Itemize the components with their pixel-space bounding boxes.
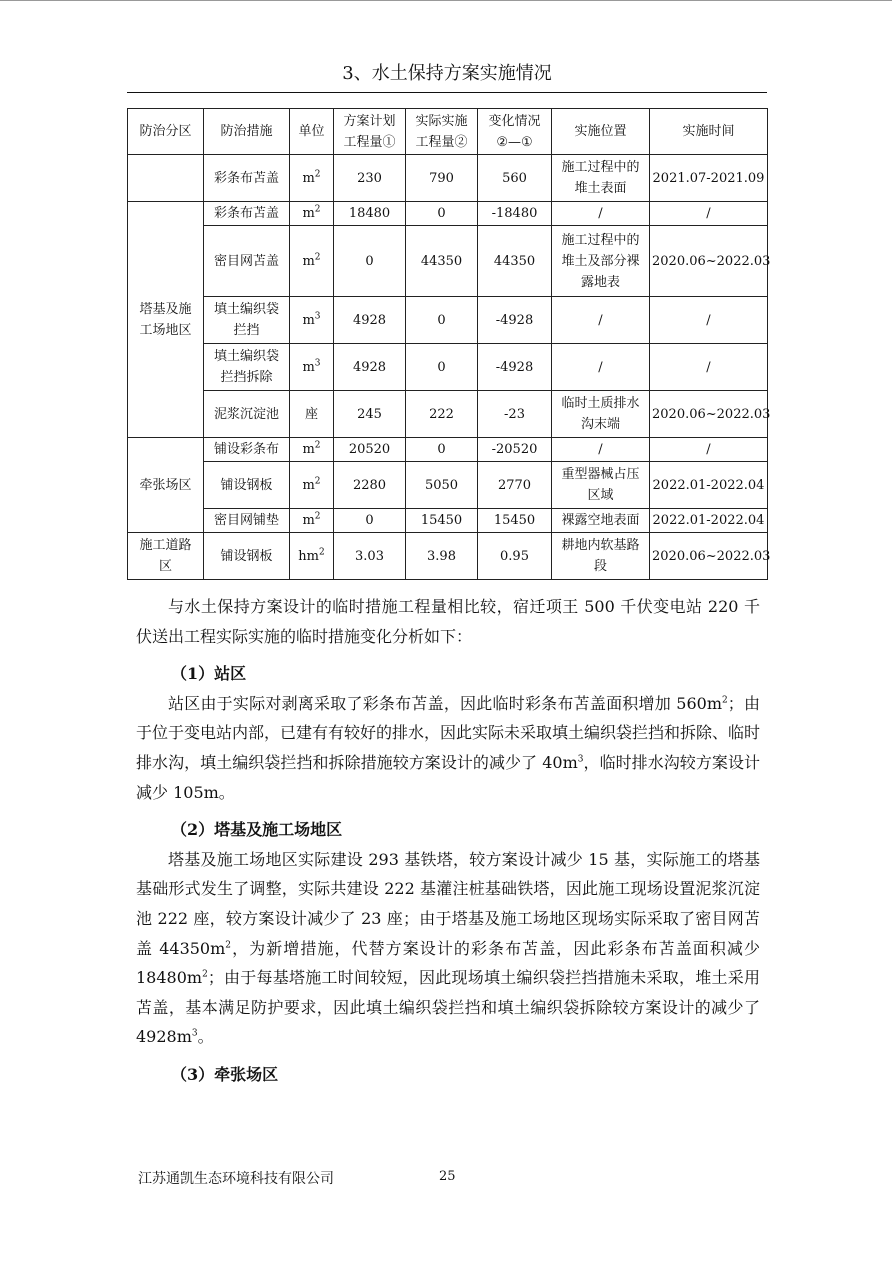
page-number: 25 bbox=[439, 1169, 456, 1184]
column-header: 防治分区 bbox=[128, 109, 204, 155]
table-row bbox=[128, 509, 768, 533]
actual-quantity-cell: 222 bbox=[406, 391, 478, 438]
time-cell: 2022.01-2022.04 bbox=[650, 509, 768, 533]
section-1-title: （1）站区 bbox=[171, 664, 247, 684]
change-cell: 0.95 bbox=[478, 533, 552, 580]
zone-cell: 塔基及施 工场地区 bbox=[128, 202, 204, 438]
location-cell: 重型器械占压 区域 bbox=[552, 462, 650, 509]
actual-quantity-cell: 790 bbox=[406, 155, 478, 202]
location-cell: 临时土质排水 沟末端 bbox=[552, 391, 650, 438]
time-cell: / bbox=[650, 202, 768, 226]
column-header: 实施时间 bbox=[650, 109, 768, 155]
unit-cell: $m^2$ bbox=[290, 509, 334, 533]
change-cell: 44350 bbox=[478, 226, 552, 297]
body-text bbox=[136, 592, 760, 1090]
actual-quantity-cell: 0 bbox=[406, 297, 478, 344]
measure-cell: 填土编织袋 拦挡拆除 bbox=[204, 344, 290, 391]
actual-quantity-cell: 44350 bbox=[406, 226, 478, 297]
page-top-border bbox=[0, 0, 892, 1]
zone-cell: 牵张场区 bbox=[128, 438, 204, 533]
unit-cell: $hm^2$ bbox=[290, 533, 334, 580]
unit-cell: $m^2$ bbox=[290, 462, 334, 509]
unit-cell: $m^3$ bbox=[290, 344, 334, 391]
location-cell: 耕地内软基路 段 bbox=[552, 533, 650, 580]
table-header-row bbox=[128, 109, 768, 155]
column-header: 实施位置 bbox=[552, 109, 650, 155]
change-cell: 2770 bbox=[478, 462, 552, 509]
time-cell: 2020.06~2022.03 bbox=[650, 391, 768, 438]
measure-cell: 铺设钢板 bbox=[204, 462, 290, 509]
change-cell: 560 bbox=[478, 155, 552, 202]
location-cell: / bbox=[552, 202, 650, 226]
change-cell: -4928 bbox=[478, 297, 552, 344]
intro-paragraph: 与水土保持方案设计的临时措施工程量相比较，宿迁项王 500 千伏变电站 220 千伏送出工程实际实施的临时措施变化分析如下： bbox=[136, 597, 760, 646]
plan-quantity-cell: 3.03 bbox=[334, 533, 406, 580]
table-row bbox=[128, 297, 768, 344]
zone-cell bbox=[128, 155, 204, 202]
column-header: 实际实施 工程量② bbox=[406, 109, 478, 155]
table-row bbox=[128, 438, 768, 462]
unit-cell: 座 bbox=[290, 391, 334, 438]
plan-quantity-cell: 4928 bbox=[334, 297, 406, 344]
column-header: 防治措施 bbox=[204, 109, 290, 155]
plan-quantity-cell: 0 bbox=[334, 509, 406, 533]
header-rule bbox=[127, 92, 767, 93]
change-cell: -4928 bbox=[478, 344, 552, 391]
measure-cell: 泥浆沉淀池 bbox=[204, 391, 290, 438]
time-cell: 2020.06~2022.03 bbox=[650, 226, 768, 297]
measure-cell: 密目网苫盖 bbox=[204, 226, 290, 297]
zone-cell: 施工道路 区 bbox=[128, 533, 204, 580]
table-row bbox=[128, 391, 768, 438]
plan-quantity-cell: 2280 bbox=[334, 462, 406, 509]
time-cell: 2021.07-2021.09 bbox=[650, 155, 768, 202]
location-cell: 施工过程中的 堆土及部分裸 露地表 bbox=[552, 226, 650, 297]
actual-quantity-cell: 15450 bbox=[406, 509, 478, 533]
change-cell: 15450 bbox=[478, 509, 552, 533]
plan-quantity-cell: 20520 bbox=[334, 438, 406, 462]
footer-company: 江苏通凯生态环境科技有限公司 bbox=[138, 1171, 334, 1187]
change-cell: -20520 bbox=[478, 438, 552, 462]
time-cell: / bbox=[650, 344, 768, 391]
measure-cell: 彩条布苫盖 bbox=[204, 202, 290, 226]
table-row bbox=[128, 202, 768, 226]
plan-quantity-cell: 4928 bbox=[334, 344, 406, 391]
temporary-measures-table bbox=[127, 108, 771, 580]
location-cell: 裸露空地表面 bbox=[552, 509, 650, 533]
measure-cell: 填土编织袋 拦挡 bbox=[204, 297, 290, 344]
measure-cell: 彩条布苫盖 bbox=[204, 155, 290, 202]
time-cell: / bbox=[650, 297, 768, 344]
column-header: 单位 bbox=[290, 109, 334, 155]
actual-quantity-cell: 3.98 bbox=[406, 533, 478, 580]
actual-quantity-cell: 5050 bbox=[406, 462, 478, 509]
section-2-paragraph: 塔基及施工场地区实际建设 293 基铁塔，较方案设计减少 15 基，实际施工的塔基基础形式发生了调整，实际共建设 222 基灌注桩基础铁塔，因此施工现场设置泥浆沉淀池 222 座，较方案设计减少了 23 座；由于塔基及施工场地区现场实际采取了密目网苫盖 $44350m^2$，为新增措施，代替方案设计的彩条布苫盖，因此彩条布苫盖面积减少 $18480m^2$；由于每基塔施工时间较短，因此现场填土编织袋拦挡措施未采取，堆土采用苫盖，基本满足防护要求，因此填土编织袋拦挡和填土编织袋拆除较方案设计的减少了 $4928m^3$。 bbox=[136, 849, 760, 1047]
location-cell: 施工过程中的 堆土表面 bbox=[552, 155, 650, 202]
location-cell: / bbox=[552, 297, 650, 344]
change-cell: -23 bbox=[478, 391, 552, 438]
actual-quantity-cell: 0 bbox=[406, 202, 478, 226]
unit-cell: $m^2$ bbox=[290, 438, 334, 462]
unit-cell: $m^2$ bbox=[290, 226, 334, 297]
location-cell: / bbox=[552, 344, 650, 391]
actual-quantity-cell: 0 bbox=[406, 438, 478, 462]
time-cell: 2022.01-2022.04 bbox=[650, 462, 768, 509]
section-1-paragraph: 站区由于实际对剥离采取了彩条布苫盖，因此临时彩条布苫盖面积增加 $560m^2$；由于位于变电站内部，已建有有较好的排水，因此实际未采取填土编织袋拦挡和拆除、临时排水沟，填土编织袋拦挡和拆除措施较方案设计的减少了 $40m^3$，临时排水沟较方案设计减少 105m。 bbox=[136, 693, 761, 802]
column-header: 方案计划 工程量① bbox=[334, 109, 406, 155]
measure-cell: 铺设钢板 bbox=[204, 533, 290, 580]
time-cell: 2020.06~2022.03 bbox=[650, 533, 768, 580]
plan-quantity-cell: 230 bbox=[334, 155, 406, 202]
location-cell: / bbox=[552, 438, 650, 462]
plan-quantity-cell: 18480 bbox=[334, 202, 406, 226]
section-2-title: （2）塔基及施工场地区 bbox=[171, 820, 343, 840]
section-3-title: （3）牵张场区 bbox=[171, 1064, 279, 1084]
unit-cell: $m^2$ bbox=[290, 202, 334, 226]
unit-cell: $m^2$ bbox=[290, 155, 334, 202]
plan-quantity-cell: 0 bbox=[334, 226, 406, 297]
table-row bbox=[128, 344, 768, 391]
table-row bbox=[128, 226, 768, 297]
table-row bbox=[128, 533, 768, 580]
measure-cell: 密目网铺垫 bbox=[204, 509, 290, 533]
plan-quantity-cell: 245 bbox=[334, 391, 406, 438]
table-row bbox=[128, 462, 768, 509]
unit-cell: $m^3$ bbox=[290, 297, 334, 344]
table-row bbox=[128, 155, 768, 202]
measure-cell: 铺设彩条布 bbox=[204, 438, 290, 462]
column-header: 变化情况 ②—① bbox=[478, 109, 552, 155]
change-cell: -18480 bbox=[478, 202, 552, 226]
time-cell: / bbox=[650, 438, 768, 462]
actual-quantity-cell: 0 bbox=[406, 344, 478, 391]
page-header-title: 3、水土保持方案实施情况 bbox=[342, 63, 552, 84]
